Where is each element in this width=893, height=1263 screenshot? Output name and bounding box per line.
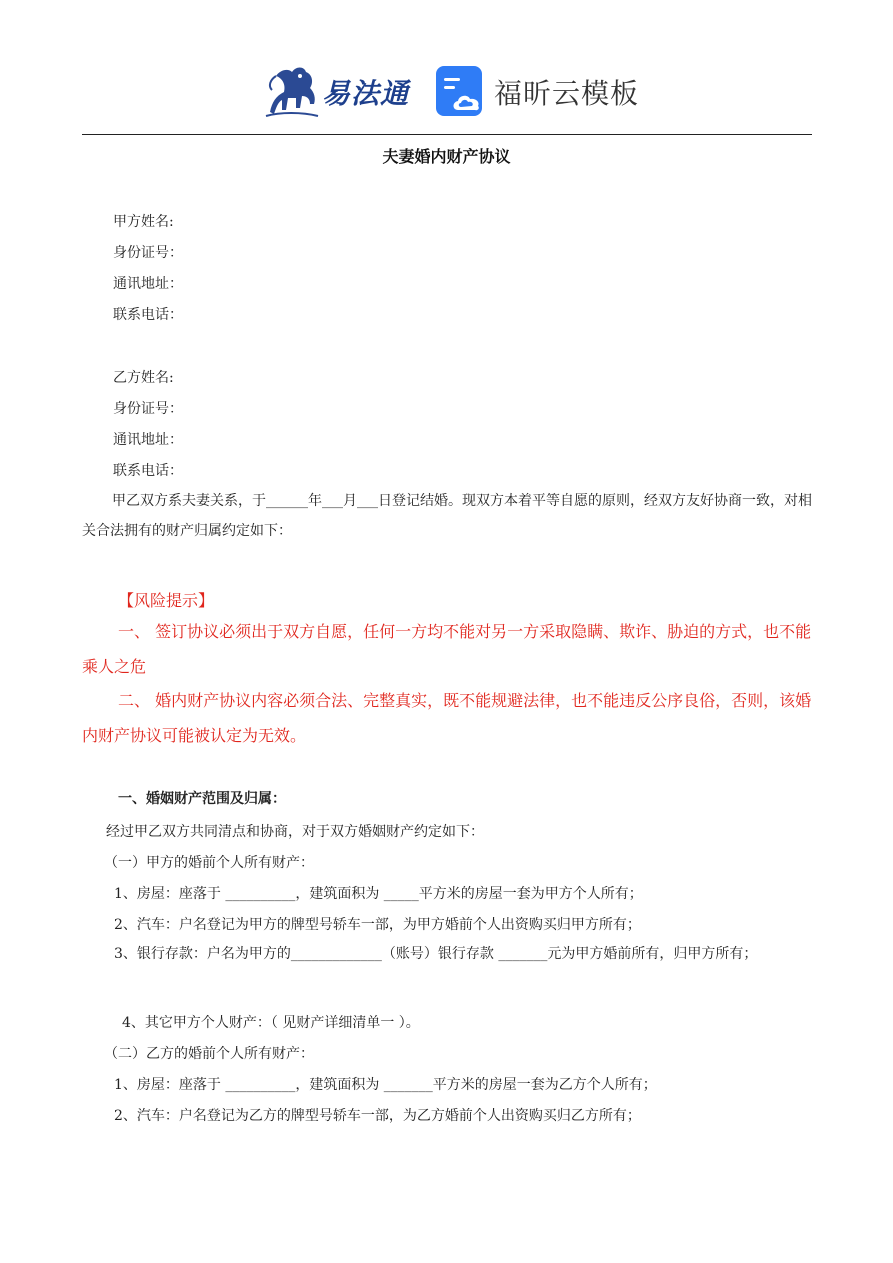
party-a-asset-car: 2、汽车：户名登记为甲方的牌型号轿车一部，为甲方婚前个人出资购买归甲方所有； [114, 917, 641, 933]
party-a-phone-label: 联系电话： [113, 307, 183, 323]
party-a-asset-house: 1、房屋：座落于 __________，建筑面积为 _____平方米的房屋一套为甲方个人所有； [114, 886, 643, 902]
party-b-name-label: 乙方姓名: [113, 370, 174, 386]
party-a-asset-deposit: 3、银行存款：户名为甲方的_____________（账号）银行存款 _______元为甲方婚前所有，归甲方所有； [114, 946, 758, 962]
party-b-address-label: 通讯地址： [113, 432, 183, 448]
party-b-phone-label: 联系电话： [113, 463, 183, 479]
qilin-horse-logo-icon [262, 62, 322, 120]
party-b-id-label: 身份证号： [113, 401, 183, 417]
party-a-id-label: 身份证号： [113, 245, 183, 261]
header-divider [82, 134, 812, 135]
document-header [0, 58, 893, 128]
risk-tip-item-2: 二、 婚内财产协议内容必须合法、完整真实，既不能规避法律，也不能违反公序良俗，否则，该婚内财产协议可能被认定为无效。 [82, 691, 812, 745]
party-b-assets-heading: （二）乙方的婚前个人所有财产： [104, 1046, 314, 1062]
logo-foxit-template-text: 福昕云模板 [494, 77, 640, 110]
risk-tip-item-1: 一、 签订协议必须出于双方自愿，任何一方均不能对另一方采取隐瞒、欺诈、胁迫的方式，也不能乘人之危 [82, 622, 812, 676]
section-1-heading: 一、婚姻财产范围及归属： [118, 791, 286, 807]
party-a-address-label: 通讯地址： [113, 276, 183, 292]
party-b-asset-car: 2、汽车：户名登记为乙方的牌型号轿车一部，为乙方婚前个人出资购买归乙方所有； [114, 1108, 641, 1124]
logo-yifatong-text: 易法通 [322, 77, 410, 110]
intro-paragraph: 甲乙双方系夫妻关系，于______年___月___日登记结婚。现双方本着平等自愿的原则，经双方友好协商一致，对相关合法拥有的财产归属约定如下： [82, 493, 812, 539]
party-b-asset-house: 1、房屋：座落于 __________，建筑面积为 _______平方米的房屋一套为乙方个人所有； [114, 1077, 657, 1093]
party-a-assets-heading: （一）甲方的婚前个人所有财产： [104, 855, 314, 871]
party-a-name-label: 甲方姓名: [113, 214, 174, 230]
cloud-document-logo-icon [436, 66, 486, 116]
document-title: 夫妻婚内财产协议 [382, 147, 511, 166]
section-1-intro: 经过甲乙双方共同清点和协商，对于双方婚姻财产约定如下： [106, 824, 484, 840]
risk-tip-title: 【风险提示】 [118, 591, 215, 610]
party-a-asset-other: 4、其它甲方个人财产：（ 见财产详细清单一 ）。 [122, 1015, 420, 1031]
